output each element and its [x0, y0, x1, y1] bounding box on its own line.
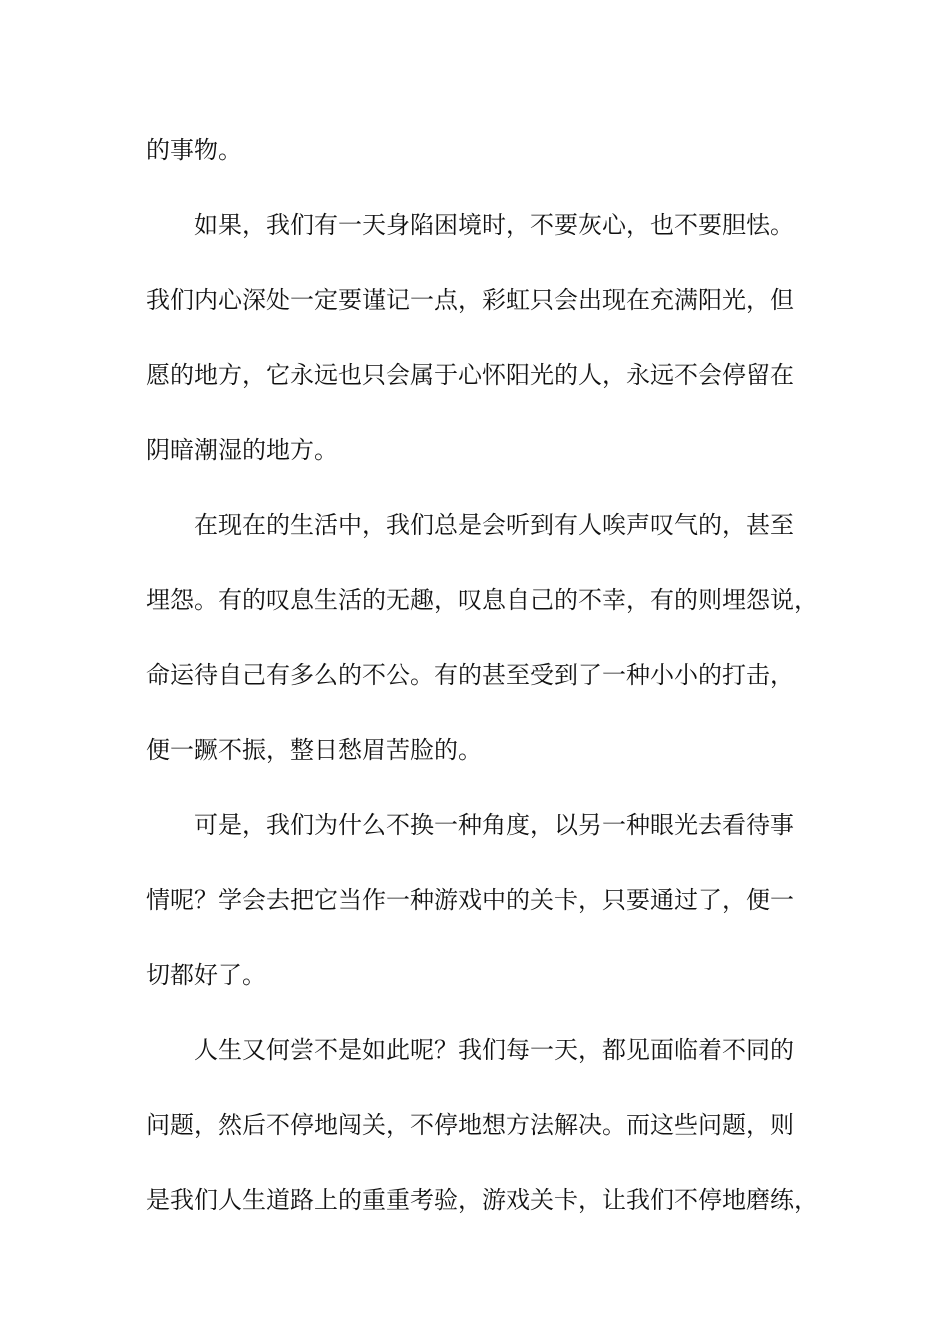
text-line: 阴暗潮湿的地方。 — [146, 436, 338, 464]
text-line: 便一蹶不振，整日愁眉苦脸的。 — [146, 736, 482, 764]
paragraph-first-line: 在现在的生活中，我们总是会听到有人唉声叹气的，甚至 — [194, 511, 794, 539]
text-line: 命运待自己有多么的不公。有的甚至受到了一种小小的打击， — [146, 661, 794, 689]
paragraph-first-line: 如果，我们有一天身陷困境时，不要灰心，也不要胆怯。 — [194, 211, 794, 239]
text-line: 愿的地方，它永远也只会属于心怀阳光的人，永远不会停留在 — [146, 361, 794, 389]
text-line: 切都好了。 — [146, 961, 266, 989]
paragraph-first-line: 人生又何尝不是如此呢？我们每一天，都见面临着不同的 — [194, 1036, 794, 1064]
text-line: 的事物。 — [146, 136, 242, 164]
paragraph-first-line: 可是，我们为什么不换一种角度，以另一种眼光去看待事 — [194, 811, 794, 839]
text-line: 是我们人生道路上的重重考验，游戏关卡，让我们不停地磨练， — [146, 1186, 818, 1214]
text-line: 情呢？学会去把它当作一种游戏中的关卡，只要通过了，便一 — [146, 886, 794, 914]
text-line: 我们内心深处一定要谨记一点，彩虹只会出现在充满阳光，但 — [146, 286, 794, 314]
text-line: 埋怨。有的叹息生活的无趣，叹息自己的不幸，有的则埋怨说， — [146, 586, 818, 614]
text-line: 问题，然后不停地闯关，不停地想方法解决。而这些问题，则 — [146, 1111, 794, 1139]
